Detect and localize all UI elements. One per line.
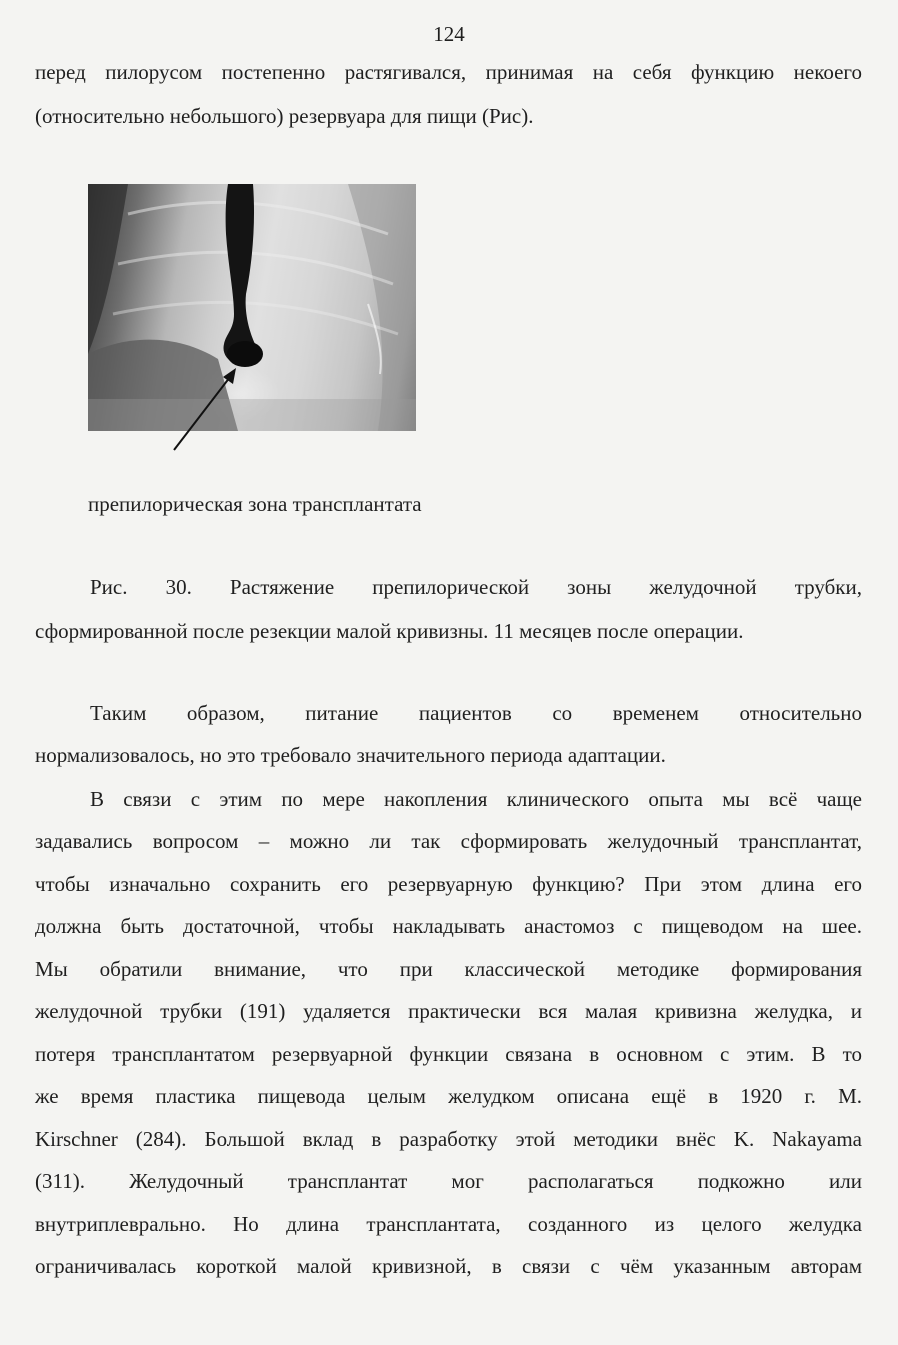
text-line: Kirschner (284). Большой вклад в разработку этой методики внёс K. Nakayama (35, 1127, 862, 1151)
text-line: Мы обратили внимание, что при классической методике формирования (35, 957, 862, 981)
pointer-arrow (160, 355, 250, 455)
xray-image (88, 184, 416, 431)
text-line: (относительно небольшого) резервуара для пищи (Рис). (35, 104, 534, 128)
text-line: задавались вопросом – можно ли так сформировать желудочный трансплантат, (35, 829, 862, 853)
text-line: должна быть достаточной, чтобы накладывать анастомоз с пищеводом на шее. (35, 914, 862, 938)
page-number: 124 (433, 22, 465, 46)
figure-caption-line: сформированной после резекции малой кривизны. 11 месяцев после операции. (35, 619, 744, 643)
figure-caption-line: Рис. 30. Растяжение препилорической зоны желудочной трубки, (90, 575, 862, 599)
text-line: желудочной трубки (191) удаляется практически вся малая кривизна желудка, и (35, 999, 862, 1023)
text-line: внутриплеврально. Но длина трансплантата, созданного из целого желудка (35, 1212, 862, 1236)
text-line: потеря трансплантатом резервуарной функции связана в основном с этим. В то (35, 1042, 862, 1066)
text-line: перед пилорусом постепенно растягивался, принимая на себя функцию некоего (35, 60, 862, 84)
text-line: (311). Желудочный трансплантат мог располагаться подкожно или (35, 1169, 862, 1193)
figure-label: препилорическая зона трансплантата (88, 492, 422, 516)
text-line: чтобы изначально сохранить его резервуарную функцию? При этом длина его (35, 872, 862, 896)
text-line: Таким образом, питание пациентов со временем относительно (90, 701, 862, 725)
xray-drawing (88, 184, 416, 431)
text-line: нормализовалось, но это требовало значительного периода адаптации. (35, 743, 666, 767)
text-line: же время пластика пищевода целым желудком описана ещё в 1920 г. M. (35, 1084, 862, 1108)
text-line: ограничивалась короткой малой кривизной, в связи с чём указанным авторам (35, 1254, 862, 1278)
text-line: В связи с этим по мере накопления клинического опыта мы всё чаще (90, 787, 862, 811)
